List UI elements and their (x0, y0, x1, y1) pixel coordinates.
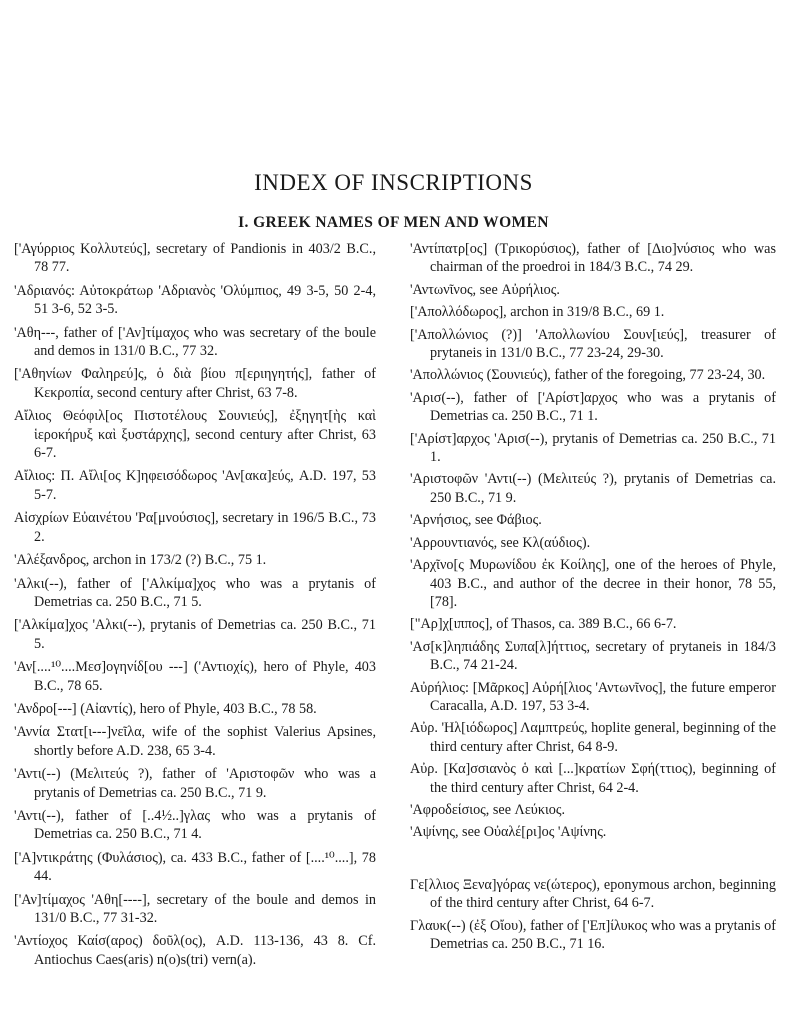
index-entry: 'Αριστοφῶν 'Αντι(--) (Μελιτεύς ?), prytanis of Demetrias ca. 250 B.C., 71 9. (410, 471, 776, 506)
index-entry: ['Αρίστ]αρχος 'Αρισ(--), prytanis of Demetrias ca. 250 B.C., 71 1. (410, 430, 776, 466)
index-entry: 'Αφροδείσιος, see Λεύκιος. (410, 801, 566, 818)
index-entry: 'Αδριανός: Αὐτοκράτωρ 'Αδριανὸς 'Ολύμπιος, 49 3-5, 50 2-4, 51 3-6, 52 3-5. (14, 282, 376, 318)
index-entry: ['Αλκίμα]χος 'Αλκι(--), prytanis of Demetrias ca. 250 B.C., 71 5. (14, 617, 376, 652)
index-entry: 'Αψίνης, see Οὐαλέ[ρι]ος 'Αψίνης. (410, 824, 607, 841)
index-entry: ['Αθηνίων Φαληρεύ]ς, ὁ διὰ βίου π[εριηγητής], father of Κεκροπία, second century after Christ, 63 7-8. (14, 366, 376, 401)
index-entry: Αὐρήλιος: [Μᾶρκος] Αὐρή[λιος 'Αντωνῖνος], the future emperor Caracalla, A.D. 197, 53 3-4. (410, 679, 776, 714)
right-column (410, 240, 776, 957)
index-entry: 'Αντίοχος Καίσ(αρος) δοῦλ(ος), A.D. 113-136, 43 8. Cf. Antiochus Caes(aris) n(o)s(tri) vern(a). (14, 933, 376, 968)
index-entry: Γε[λλιος Ξενα]γόρας νε(ώτερος), eponymous archon, beginning of the third century after Christ, 64 6-7. (410, 876, 776, 912)
index-entry: ['Αν]τίμαχος 'Αθη[----], secretary of the boule and demos in 131/0 B.C., 77 31-32. (14, 891, 376, 926)
index-entry: 'Αρρουντιανός, see Κλ(αύδιος). (410, 534, 591, 551)
index-entry: Αἴλιος: Π. Αἴλι[ος Κ]ηφεισόδωρος 'Αν[ακα]εύς, A.D. 197, 53 5-7. (14, 468, 376, 503)
index-entry: 'Αρχῖνο[ς Μυρωνίδου ἐκ Κοίλης], one of the heroes of Phyle, 403 B.C., and author of the decree in their honor, 78 55, [78]. (410, 557, 776, 610)
index-entry: ['Απολλώνιος (?)] 'Απολλωνίου Σουν[ιεύς], treasurer of prytaneis in 131/0 B.C., 77 23-24, 29-30. (410, 326, 776, 362)
letter-group-gap (410, 846, 776, 876)
left-column (14, 240, 376, 974)
index-entry: 'Αλέξανδρος, archon in 173/2 (?) B.C., 75 1. (14, 552, 267, 569)
page-title: INDEX OF INSCRIPTIONS (254, 170, 533, 195)
index-entry: 'Αντίπατρ[ος] (Τρικορύσιος), father of [Διο]νύσιος who was chairman of the proedroi in 184/3 B.C., 74 29. (410, 241, 776, 276)
index-entry: 'Ασ[κ]ληπιάδης Συπα[λ]ήττιος, secretary of prytaneis in 184/3 B.C., 74 21-24. (410, 638, 776, 674)
index-entry: 'Αθη---, father of ['Αν]τίμαχος who was secretary of the boule and demos in 131/0 B.C., 77 32. (14, 324, 376, 360)
index-entry: 'Αρισ(--), father of ['Αρίστ]αρχος who was a prytanis of Demetrias ca. 250 B.C., 71 1. (410, 389, 776, 425)
index-entry: ['Αγύρριος Κολλυτεύς], secretary of Pandionis in 403/2 B.C., 78 77. (14, 241, 376, 276)
index-entry: ["Αρ]χ[ιππος], of Thasos, ca. 389 B.C., 66 6-7. (410, 616, 677, 633)
index-entry: Αὐρ. [Κα]σσιανὸς ὁ καὶ [...]κρατίων Σφή(ττιος), beginning of the third century after Christ, 64 2-4. (410, 761, 776, 796)
index-entry: ['Α]ντικράτης (Φυλάσιος), ca. 433 B.C., father of [....¹⁰....], 78 44. (14, 849, 376, 885)
index-entry: 'Αρνήσιος, see Φάβιος. (410, 512, 542, 529)
index-entry: Αὐρ. 'Ηλ[ιόδωρος] Λαμπτρεύς, hoplite general, beginning of the third century after Christ, 64 8-9. (410, 720, 776, 755)
index-entry: Αἴλιος Θεόφιλ[ος Πιστοτέλους Σουνιεύς], ἐξηγητ[ὴς καὶ ἱεροκήρυξ καὶ ξυστάρχης], second century after Christ, 63 6-7. (14, 408, 376, 462)
index-entry: 'Απολλώνιος (Σουνιεύς), father of the foregoing, 77 23-24, 30. (410, 367, 766, 384)
index-entry: Γλαυκ(--) (ἐξ Οἴου), father of ['Επ]ίλυκος who was a prytanis of Demetrias ca. 250 B.C., 71 16. (410, 917, 776, 952)
index-entry: 'Αντι(--), father of [..4½..]γλας who was a prytanis of Demetrias ca. 250 B.C., 71 4. (14, 807, 376, 843)
index-entry: Αἰσχρίων Εὐαινέτου 'Ρα[μνούσιος], secretary in 196/5 B.C., 73 2. (14, 510, 376, 545)
index-entry: 'Αντι(--) (Μελιτεύς ?), father of 'Αριστοφῶν who was a prytanis of Demetrias ca. 250 B.C., 71 9. (14, 766, 376, 801)
index-entry: 'Ανδρο[---] (Αἰαντίς), hero of Phyle, 403 B.C., 78 58. (14, 700, 317, 717)
index-entry: 'Αλκι(--), father of ['Αλκίμα]χος who was a prytanis of Demetrias ca. 250 B.C., 71 5. (14, 575, 376, 610)
index-entry: 'Αντωνῖνος, see Αὐρήλιος. (410, 281, 560, 298)
section-heading: I. GREEK NAMES OF MEN AND WOMEN (238, 214, 549, 231)
index-entry: 'Αννία Στατ[ι---]νεῖλα, wife of the sophist Valerius Apsines, shortly before A.D. 238, 65 3-4. (14, 724, 376, 759)
index-entry: 'Αν[....¹⁰....Μεσ]ογηνίδ[ου ---] ('Αντιοχίς), hero of Phyle, 403 B.C., 78 65. (14, 659, 376, 694)
index-entry: ['Απολλόδωρος], archon in 319/8 B.C., 69 1. (410, 304, 665, 321)
